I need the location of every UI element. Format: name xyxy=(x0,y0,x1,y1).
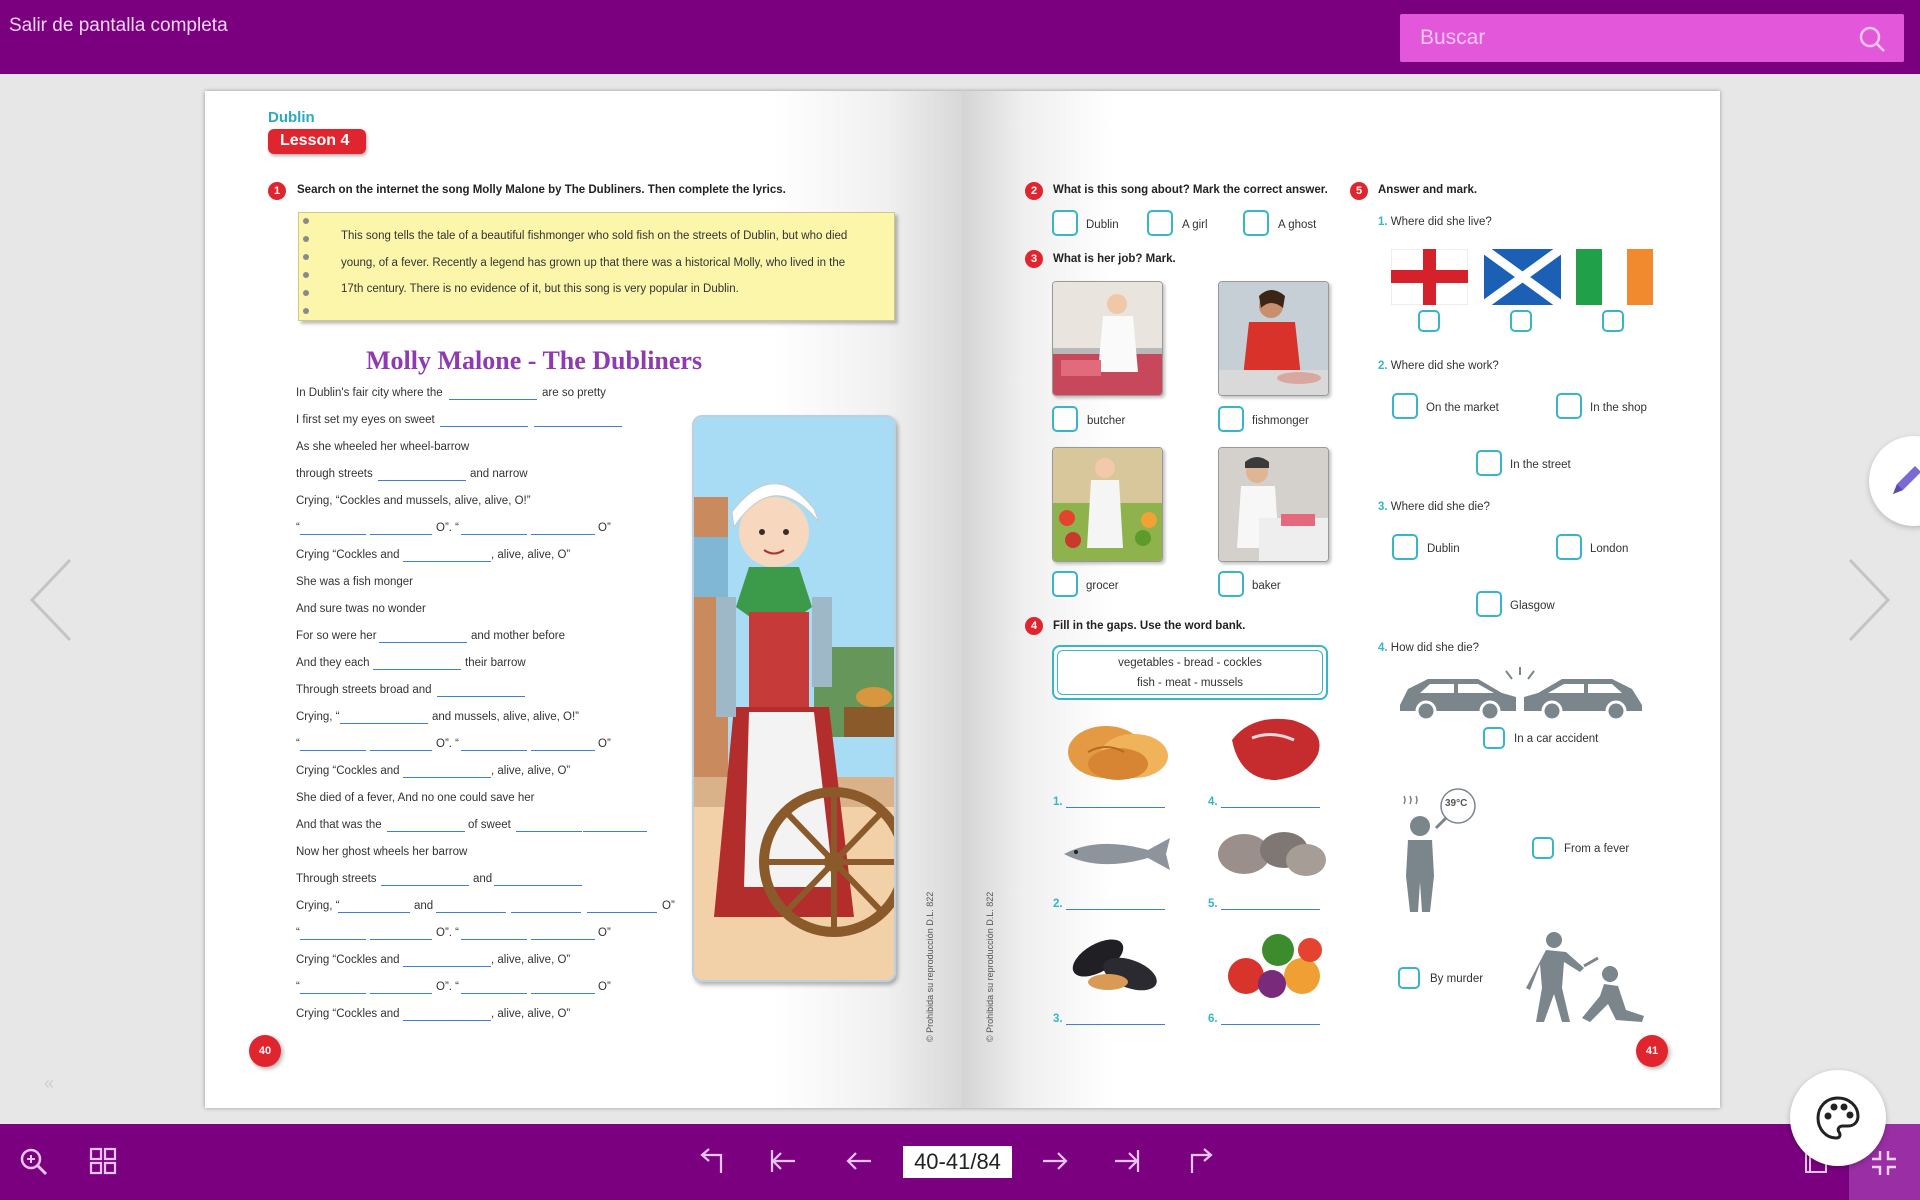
option-label: A girl xyxy=(1182,219,1208,231)
word-bank xyxy=(1052,645,1328,700)
molly-malone-illustration xyxy=(692,415,896,982)
butcher-photo xyxy=(1052,281,1163,396)
spiral-binding-icon xyxy=(297,217,311,317)
fishmonger-photo xyxy=(1218,281,1329,396)
gap-number: 1. xyxy=(1053,796,1063,808)
exercise-number: 3 xyxy=(1025,250,1043,268)
answer-checkbox-dublin[interactable] xyxy=(1052,210,1078,236)
answer-checkbox-in-the-shop[interactable] xyxy=(1556,393,1582,419)
answer-checkbox-london[interactable] xyxy=(1556,534,1582,560)
lyric-line: “ xyxy=(296,927,300,939)
forward-history-icon[interactable] xyxy=(1188,1147,1216,1175)
lyric-line: Now her ghost wheels her barrow xyxy=(296,846,468,858)
answer-checkbox-car-accident[interactable] xyxy=(1483,727,1505,749)
lyric-line: and mother before xyxy=(471,630,565,642)
lyric-line: For so were her xyxy=(296,630,377,642)
option-label: By murder xyxy=(1430,973,1484,985)
exercise-number: 5 xyxy=(1350,182,1368,200)
answer-checkbox-butcher[interactable] xyxy=(1052,406,1078,432)
lyric-line: O”. “ xyxy=(436,927,459,939)
answer-checkbox-grocer[interactable] xyxy=(1052,571,1078,597)
molly-illustration-svg xyxy=(694,417,896,982)
lyric-line: “ xyxy=(296,981,300,993)
lyric-line: of sweet xyxy=(468,819,511,831)
page-indicator[interactable]: 40-41/84 xyxy=(903,1146,1012,1178)
next-page-arrow-icon[interactable] xyxy=(1846,558,1892,642)
fever-icon xyxy=(1400,786,1480,916)
lyric-line: O”. “ xyxy=(436,522,459,534)
lyric-line: and mussels, alive, alive, O!” xyxy=(432,711,580,723)
first-page-icon[interactable] xyxy=(769,1147,797,1175)
lyric-line: their barrow xyxy=(465,657,526,669)
topic-title: Dublin xyxy=(268,109,315,126)
lyric-line: Crying, “ xyxy=(296,900,340,912)
pencil-icon xyxy=(1889,464,1920,498)
option-label: In the shop xyxy=(1590,402,1647,414)
exit-fullscreen-link[interactable]: Salir de pantalla completa xyxy=(9,15,228,36)
answer-checkbox-england[interactable] xyxy=(1418,310,1440,332)
word-bank-line: vegetables - bread - cockles xyxy=(1118,657,1262,669)
cockles-image xyxy=(1214,826,1330,882)
lyric-line: , alive, alive, O” xyxy=(491,1008,571,1020)
exercise-number: 1 xyxy=(268,182,286,200)
lyric-line: through streets xyxy=(296,468,373,480)
lyric-line: Crying, “Cockles and mussels, alive, alive, O!” xyxy=(296,495,531,507)
lyric-line: And that was the xyxy=(296,819,382,831)
lyric-line: In Dublin's fair city where the xyxy=(296,387,443,399)
exercise-number: 4 xyxy=(1025,617,1043,635)
song-title: Molly Malone - The Dubliners xyxy=(366,346,703,375)
previous-page-arrow-icon[interactable] xyxy=(28,558,74,642)
sub-question: 4. How did she die? xyxy=(1378,642,1480,654)
lyric-line: , alive, alive, O” xyxy=(491,549,571,561)
copyright-text: © Prohibida su reproducción D.L. 822 xyxy=(925,891,935,1042)
page-number: 40 xyxy=(249,1035,281,1067)
lyric-line: Through streets broad and xyxy=(296,684,432,696)
exercise-question: What is her job? Mark. xyxy=(1053,253,1176,265)
previous-page-icon[interactable] xyxy=(845,1147,873,1175)
answer-checkbox-in-the-street[interactable] xyxy=(1476,450,1502,476)
meat-image xyxy=(1222,710,1330,786)
note-line: This song tells the tale of a beautiful fishmonger who sold fish on the streets of Dublin, but who died xyxy=(341,230,848,242)
exercise-instruction: Search on the internet the song Molly Malone by The Dubliners. Then complete the lyrics. xyxy=(297,184,786,196)
england-flag-icon xyxy=(1391,249,1468,305)
lyric-line: And sure twas no wonder xyxy=(296,603,426,615)
lyric-line: Crying “Cockles and xyxy=(296,1008,400,1020)
exercise-instruction: Answer and mark. xyxy=(1378,184,1478,196)
lyric-line: O” xyxy=(598,522,611,534)
lyric-line: O”. “ xyxy=(436,981,459,993)
mussels-image xyxy=(1064,928,1168,1004)
gap-number: 3. xyxy=(1053,1013,1063,1025)
lesson-badge xyxy=(268,129,366,154)
palette-icon xyxy=(1814,1094,1862,1142)
exercise-instruction: Fill in the gaps. Use the word bank. xyxy=(1053,620,1246,632)
answer-checkbox-baker[interactable] xyxy=(1218,571,1244,597)
option-label: fishmonger xyxy=(1252,415,1309,427)
lyric-line: and narrow xyxy=(470,468,528,480)
lyric-line: O” xyxy=(662,900,675,912)
option-label: Dublin xyxy=(1086,219,1119,231)
lyric-line: Through streets xyxy=(296,873,377,885)
option-label: London xyxy=(1590,543,1629,555)
answer-checkbox-from-a-fever[interactable] xyxy=(1532,837,1554,859)
answer-checkbox-girl[interactable] xyxy=(1147,210,1173,236)
car-accident-icon xyxy=(1398,665,1644,725)
gap-number: 2. xyxy=(1053,898,1063,910)
sub-question: 3. Where did she die? xyxy=(1378,501,1490,513)
bread-image xyxy=(1058,712,1176,788)
lyric-line: and xyxy=(473,873,493,885)
lyric-line: O” xyxy=(598,738,611,750)
answer-checkbox-ireland[interactable] xyxy=(1602,310,1624,332)
next-page-icon[interactable] xyxy=(1041,1147,1069,1175)
gap-number: 4. xyxy=(1208,796,1218,808)
option-label: Glasgow xyxy=(1510,600,1555,612)
lyric-line: Crying “Cockles and xyxy=(296,954,400,966)
theme-palette-button[interactable] xyxy=(1790,1070,1886,1166)
lyric-line: O” xyxy=(598,981,611,993)
lyric-line: “ xyxy=(296,522,300,534)
lyric-line: Crying, “ xyxy=(296,711,340,723)
answer-checkbox-dublin-death[interactable] xyxy=(1392,534,1418,560)
answer-checkbox-scotland[interactable] xyxy=(1510,310,1532,332)
sub-question: 2. Where did she work? xyxy=(1378,360,1499,372)
option-label: A ghost xyxy=(1278,219,1317,231)
answer-checkbox-glasgow[interactable] xyxy=(1476,591,1502,617)
info-note xyxy=(298,212,895,321)
fish-image xyxy=(1058,830,1176,878)
option-label: From a fever xyxy=(1564,843,1630,855)
page-number: 41 xyxy=(1636,1035,1668,1067)
search-box xyxy=(1400,14,1904,62)
word-bank-line: fish - meat - mussels xyxy=(1136,677,1244,689)
scotland-flag-icon xyxy=(1484,249,1561,305)
answer-checkbox-on-the-market[interactable] xyxy=(1392,393,1418,419)
lyric-line: And they each xyxy=(296,657,370,669)
option-label: Dublin xyxy=(1427,543,1460,555)
lyric-line: , alive, alive, O” xyxy=(491,765,571,777)
search-input[interactable] xyxy=(1400,14,1840,62)
gap-number: 6. xyxy=(1208,1013,1218,1025)
exercise-question: What is this song about? Mark the correct answer. xyxy=(1053,184,1328,196)
lyric-line: O”. “ xyxy=(436,738,459,750)
option-label: baker xyxy=(1252,580,1281,592)
thumbnails-grid-icon[interactable] xyxy=(89,1147,117,1175)
lyric-line: I first set my eyes on sweet xyxy=(296,414,435,426)
last-page-icon[interactable] xyxy=(1113,1147,1141,1175)
lyric-line: Crying “Cockles and xyxy=(296,765,400,777)
lyric-line: As she wheeled her wheel-barrow xyxy=(296,441,470,453)
lyric-line: , alive, alive, O” xyxy=(491,954,571,966)
back-history-icon[interactable] xyxy=(697,1147,725,1175)
copyright-text: © Prohibida su reproducción D.L. 822 xyxy=(985,891,995,1042)
lyric-line: and xyxy=(414,900,434,912)
vegetables-image xyxy=(1214,926,1332,1006)
gap-number: 5. xyxy=(1208,898,1218,910)
option-label: grocer xyxy=(1086,580,1119,592)
option-label: In the street xyxy=(1510,459,1571,471)
sub-question: 1. Where did she live? xyxy=(1378,216,1492,228)
ireland-flag-icon xyxy=(1576,249,1653,305)
lyric-line: “ xyxy=(296,738,300,750)
answer-checkbox-by-murder[interactable] xyxy=(1398,967,1420,989)
compress-icon xyxy=(1869,1148,1899,1178)
zoom-in-icon[interactable] xyxy=(19,1147,49,1177)
annotate-button[interactable] xyxy=(1869,436,1920,526)
collapse-arrow-icon[interactable]: « xyxy=(44,1073,55,1093)
lyric-line: She died of a fever, And no one could save her xyxy=(296,792,535,804)
grocer-photo xyxy=(1052,447,1163,562)
answer-checkbox-fishmonger[interactable] xyxy=(1218,406,1244,432)
note-line: 17th century. There is no evidence of it, but this song is very popular in Dublin. xyxy=(341,283,739,295)
note-line: young, of a fever. Recently a legend has grown up that there was a historical Molly, who lived in the xyxy=(341,257,846,269)
option-label: On the market xyxy=(1426,402,1499,414)
murder-icon xyxy=(1526,930,1646,1026)
search-icon[interactable] xyxy=(1858,25,1886,53)
option-label: In a car accident xyxy=(1514,733,1599,745)
lyric-line: She was a fish monger xyxy=(296,576,413,588)
lyric-line: O” xyxy=(598,927,611,939)
lesson-label: Lesson 4 xyxy=(280,132,350,149)
lyric-line: are so pretty xyxy=(542,387,606,399)
baker-photo xyxy=(1218,447,1329,562)
option-label: butcher xyxy=(1087,415,1126,427)
thermometer-reading: 39°C xyxy=(1445,798,1468,809)
exercise-number: 2 xyxy=(1025,182,1043,200)
answer-checkbox-ghost[interactable] xyxy=(1243,210,1269,236)
lyric-line: Crying “Cockles and xyxy=(296,549,400,561)
